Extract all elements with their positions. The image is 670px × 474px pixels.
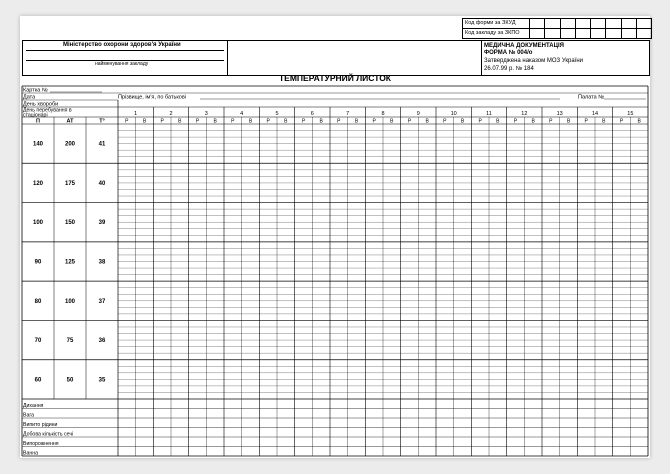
evening-label: В (284, 118, 288, 125)
temperature-value: 41 (98, 141, 106, 148)
morning-label: Р (160, 118, 164, 125)
evening-label: В (178, 118, 182, 125)
morning-label: Р (195, 118, 200, 125)
institution-caption: найменування закладу (95, 61, 149, 67)
day-of-stay-label: День перебування в стаціонарі (23, 107, 72, 119)
evening-label: В (496, 118, 500, 125)
day-number: 12 (521, 111, 528, 117)
morning-label: Р (619, 118, 624, 125)
bp-value: 75 (66, 338, 74, 345)
page-title: ТЕМПЕРАТУРНИЙ ЛИСТОК (278, 73, 391, 83)
day-number: 6 (310, 111, 314, 117)
bp-value: 100 (64, 298, 76, 305)
morning-label: Р (478, 118, 482, 125)
day-number: 9 (416, 111, 420, 117)
day-number: 8 (381, 111, 385, 117)
morning-label: Р (231, 118, 235, 125)
evening-label: В (425, 118, 429, 125)
temperature-value: 37 (98, 298, 106, 305)
day-number: 13 (556, 111, 563, 117)
morning-label: Р (125, 118, 129, 125)
ministry-name: Міністерство охорони здоров'я України (63, 42, 181, 48)
day-number: 10 (450, 111, 457, 117)
morning-label: Р (372, 118, 376, 125)
day-number: 11 (486, 111, 492, 117)
card-number-label: Картка № (23, 87, 48, 94)
bottom-row-label: Випорожнення (23, 441, 59, 448)
evening-label: В (637, 118, 641, 125)
day-number: 15 (627, 111, 634, 117)
pulse-value: 120 (32, 180, 44, 187)
scale-header: П (36, 118, 40, 125)
day-number: 14 (591, 111, 599, 117)
morning-label: Р (266, 118, 270, 125)
ward-label: Палата № (578, 94, 605, 101)
medical-documentation-label: МЕДИЧНА ДОКУМЕНТАЦІЯ (484, 43, 564, 49)
evening-label: В (142, 118, 147, 125)
day-number: 7 (346, 111, 350, 117)
bp-value: 125 (64, 259, 76, 266)
scale-header: Т° (99, 118, 105, 125)
bottom-row-label: Вага (23, 412, 35, 419)
bottom-row-label: Ванна (23, 450, 38, 457)
pulse-value: 100 (32, 220, 44, 227)
pulse-value: 140 (32, 141, 44, 148)
bp-value: 150 (64, 220, 76, 227)
temperature-value: 36 (98, 338, 106, 345)
evening-label: В (602, 118, 606, 125)
morning-label: Р (301, 118, 306, 125)
morning-label: Р (443, 118, 447, 125)
bp-value: 175 (64, 180, 76, 187)
day-number: 4 (240, 111, 244, 117)
evening-label: В (248, 118, 253, 125)
pulse-value: 60 (34, 377, 42, 384)
morning-label: Р (549, 118, 553, 125)
bottom-row-label: Добова кількість сечі (23, 431, 74, 438)
date-label: Дата (23, 94, 36, 101)
pulse-value: 70 (34, 338, 42, 345)
pulse-value: 90 (34, 259, 42, 266)
temperature-value: 35 (98, 377, 106, 384)
zkpo-code-label: Код закладу за ЗКПО (463, 29, 530, 38)
scale-header: АТ (66, 118, 74, 125)
day-number: 5 (275, 111, 279, 117)
day-number: 1 (134, 111, 138, 117)
form-number: ФОРМА № 004/о (484, 50, 533, 56)
bottom-row-label: Дихання (23, 403, 44, 410)
day-number: 2 (169, 111, 173, 117)
bottom-row-label: Випито рідини (23, 422, 58, 429)
morning-label: Р (513, 118, 518, 125)
morning-label: Р (407, 118, 412, 125)
morning-label: Р (337, 118, 341, 125)
bp-value: 200 (64, 141, 76, 148)
pulse-value: 80 (34, 298, 42, 305)
approval-text: Затверджена наказом МОЗ України (484, 58, 584, 64)
temperature-grid (20, 16, 650, 458)
order-reference: 26.07.99 р. № 184 (484, 66, 534, 72)
patient-name-label: Прізвище, ім'я, по батькові (118, 94, 186, 101)
evening-label: В (566, 118, 571, 125)
evening-label: В (531, 118, 535, 125)
evening-label: В (460, 118, 465, 125)
temperature-value: 40 (98, 180, 106, 187)
evening-label: В (319, 118, 323, 125)
bp-value: 50 (66, 377, 74, 384)
temperature-sheet-page (20, 16, 650, 458)
evening-label: В (213, 118, 217, 125)
evening-label: В (354, 118, 359, 125)
zkud-code-label: Код форми за ЗКУД (463, 19, 530, 28)
day-of-illness-label: День хвороби (23, 101, 59, 108)
morning-label: Р (584, 118, 588, 125)
evening-label: В (390, 118, 394, 125)
temperature-value: 39 (98, 220, 106, 227)
day-number: 3 (204, 111, 208, 117)
temperature-value: 38 (98, 259, 106, 266)
